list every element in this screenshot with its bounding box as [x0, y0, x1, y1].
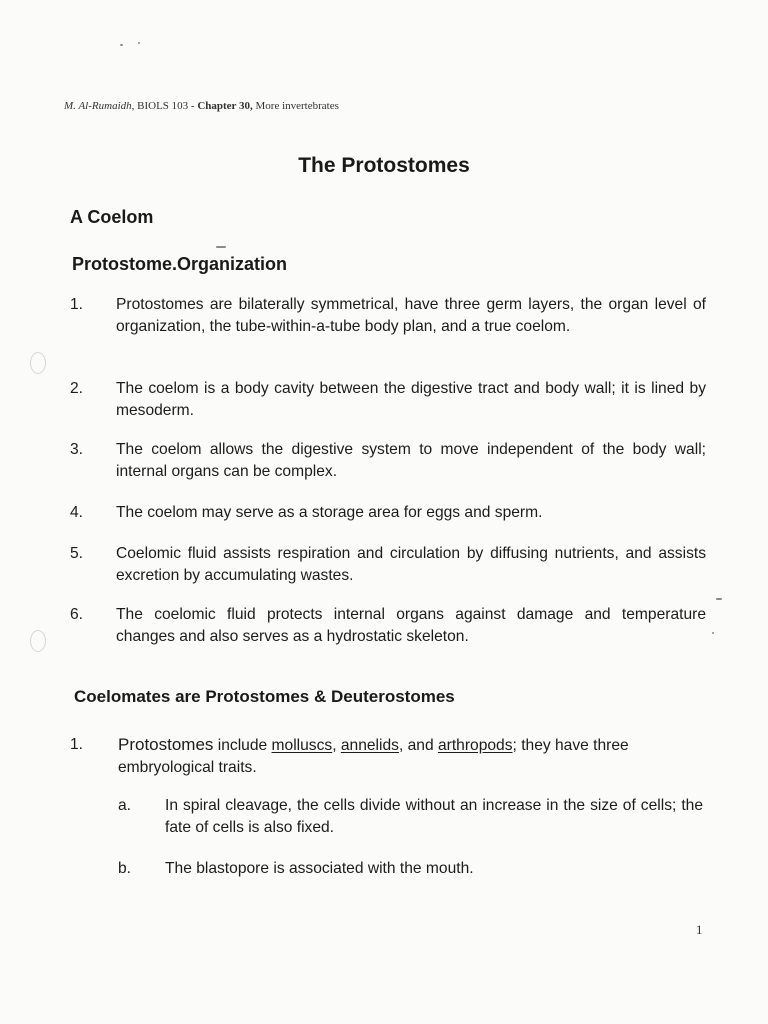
text-fragment: ; they have three embryological traits. — [118, 737, 629, 776]
list-item-number: 3. — [70, 441, 84, 458]
header-chapter: Chapter 30, — [197, 100, 253, 112]
list-item-text: Protostomes are bilaterally symmetrical, have three germ layers, the organ level of organization, the tube-within-a-tube body plan, and a true coelom. — [116, 296, 706, 335]
text-fragment: , and — [398, 737, 438, 754]
text-fragment: include — [213, 737, 272, 754]
header-course: BIOLS 103 - — [134, 100, 198, 112]
list-item-text: The coelom may serve as a storage area for eggs and sperm. — [116, 504, 543, 521]
list-item-text: The coelom is a body cavity between the digestive tract and body wall; it is lined by mesoderm. — [116, 380, 706, 419]
list-item-number: 2. — [70, 380, 84, 397]
list-item-text: Coelomic fluid assists respiration and circulation by diffusing nutrients, and assists excretion by accumulating wastes. — [116, 545, 706, 584]
term-molluscs: molluscs — [271, 737, 333, 754]
page-title: The Protostomes — [298, 154, 470, 177]
header-topic: More invertebrates — [252, 100, 339, 112]
sub-list-item-letter: b. — [118, 860, 132, 877]
section-heading-coelomates: Coelomates are Protostomes & Deuterostomes — [74, 687, 455, 706]
document-header — [64, 100, 339, 112]
text-fragment: , — [332, 737, 341, 754]
punch-hole — [30, 352, 46, 374]
list-item-text — [118, 734, 706, 778]
scan-speck — [216, 246, 226, 248]
scan-speck — [712, 632, 714, 634]
section-heading-organization: Protostome.Organization — [72, 254, 288, 274]
sub-list-item-text: The blastopore is associated with the mouth. — [165, 860, 474, 877]
scan-speck — [716, 598, 722, 600]
term-arthropods: arthropods — [437, 737, 513, 754]
scan-speck — [120, 44, 123, 46]
list-item-number: 4. — [70, 504, 84, 521]
list-item-number: 5. — [70, 545, 84, 562]
list-item-text: The coelom allows the digestive system to move independent of the body wall; internal organs can be complex. — [116, 441, 706, 480]
header-author: M. Al-Rumaidh, — [64, 100, 135, 112]
punch-hole — [30, 630, 46, 652]
sub-list-item-letter: a. — [118, 797, 132, 814]
scan-speck — [138, 42, 140, 44]
section-heading-coelom: A Coelom — [70, 207, 154, 227]
list-item-number: 6. — [70, 606, 84, 623]
term-protostomes: Protostomes — [118, 735, 214, 754]
list-item-number: 1. — [70, 736, 84, 753]
list-item-text: The coelomic fluid protects internal organs against damage and temperature changes and also serves as a hydrostatic skeleton. — [116, 606, 706, 645]
page-number: 1 — [696, 922, 703, 937]
list-item-number: 1. — [70, 296, 84, 313]
sub-list-item-text: In spiral cleavage, the cells divide without an increase in the size of cells; the fate of cells is also fixed. — [165, 797, 703, 836]
term-annelids: annelids — [340, 737, 399, 754]
